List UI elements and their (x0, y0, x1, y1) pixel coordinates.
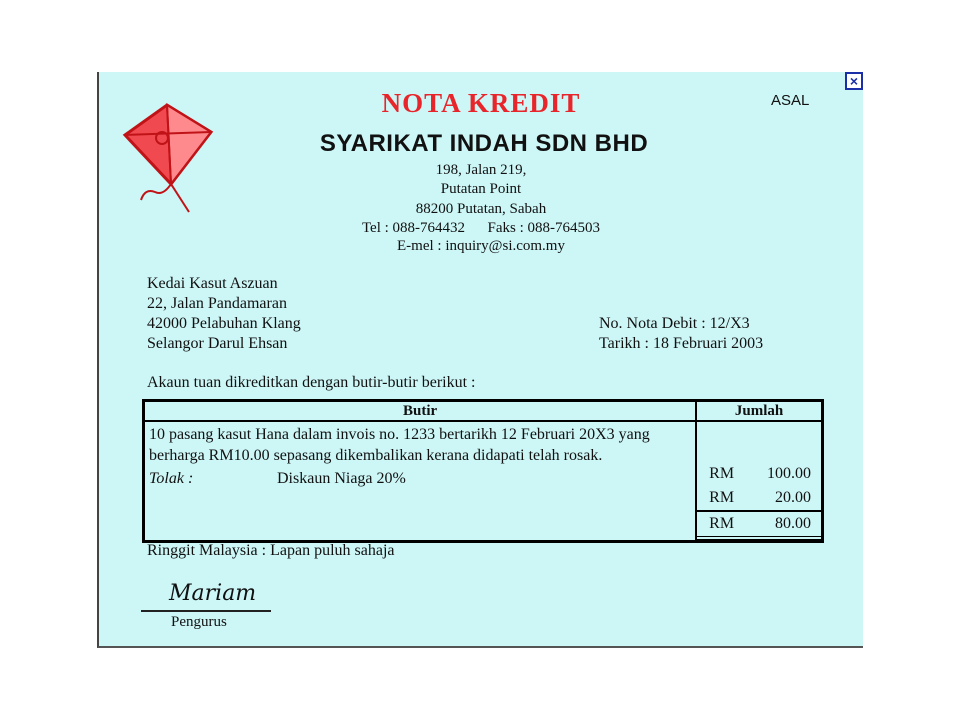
close-icon[interactable]: × (845, 72, 863, 90)
company-address-line1: 198, Jalan 219, (435, 162, 527, 178)
customer-address-line1: 22, Jalan Pandamaran (147, 295, 287, 312)
amount-currency: RM (709, 465, 735, 482)
customer-name: Kedai Kasut Aszuan (147, 275, 278, 292)
amount-currency: RM (709, 515, 735, 532)
company-name: SYARIKAT INDAH SDN BHD (319, 130, 649, 157)
amount-value: 100.00 (767, 465, 811, 482)
intro-text: Akaun tuan dikreditkan dengan butir-butir berikut : (147, 374, 476, 391)
amount-total-value: 80.00 (775, 515, 811, 532)
copy-label: ASAL (771, 92, 810, 109)
credit-note-document (97, 72, 863, 648)
less-label: Tolak : (149, 470, 194, 487)
description-cell (144, 421, 697, 542)
company-email: E-mel : inquiry@si.com.my (397, 238, 565, 254)
customer-address-line3: Selangor Darul Ehsan (147, 335, 288, 352)
customer-address-line2: 42000 Pelabuhan Klang (147, 315, 301, 332)
signatory-title: Pengurus (171, 614, 227, 630)
amount-currency: RM (709, 489, 735, 506)
amount-row (697, 462, 821, 486)
less-row (145, 466, 695, 488)
company-phone-fax: Tel : 088-764432 Faks : 088-764503 (361, 220, 601, 236)
amount-total-row (697, 510, 821, 540)
item-description: 10 pasang kasut Hana dalam invois no. 1233 bertarikh 12 Februari 20X3 yang berharga RM10.00 sepasang dikembalikan kerana didapati telah rosak. (149, 426, 650, 464)
header-description: Butir (144, 401, 697, 422)
document-date: Tarikh : 18 Februari 2003 (599, 335, 764, 352)
signature: Mariam (169, 581, 257, 606)
company-address-line2: Putatan Point (440, 181, 522, 197)
amount-value: 20.00 (775, 489, 811, 506)
items-table (142, 399, 824, 543)
signature-line (141, 610, 271, 612)
less-description: Diskaun Niaga 20% (277, 470, 406, 487)
header-amount: Jumlah (696, 401, 822, 422)
debit-note-number: No. Nota Debit : 12/X3 (599, 315, 750, 332)
amount-row (697, 486, 821, 510)
document-title: NOTA KREDIT (381, 88, 581, 118)
amount-cell (696, 421, 822, 542)
company-address-line3: 88200 Putatan, Sabah (415, 201, 547, 217)
amount-in-words: Ringgit Malaysia : Lapan puluh sahaja (147, 542, 395, 559)
